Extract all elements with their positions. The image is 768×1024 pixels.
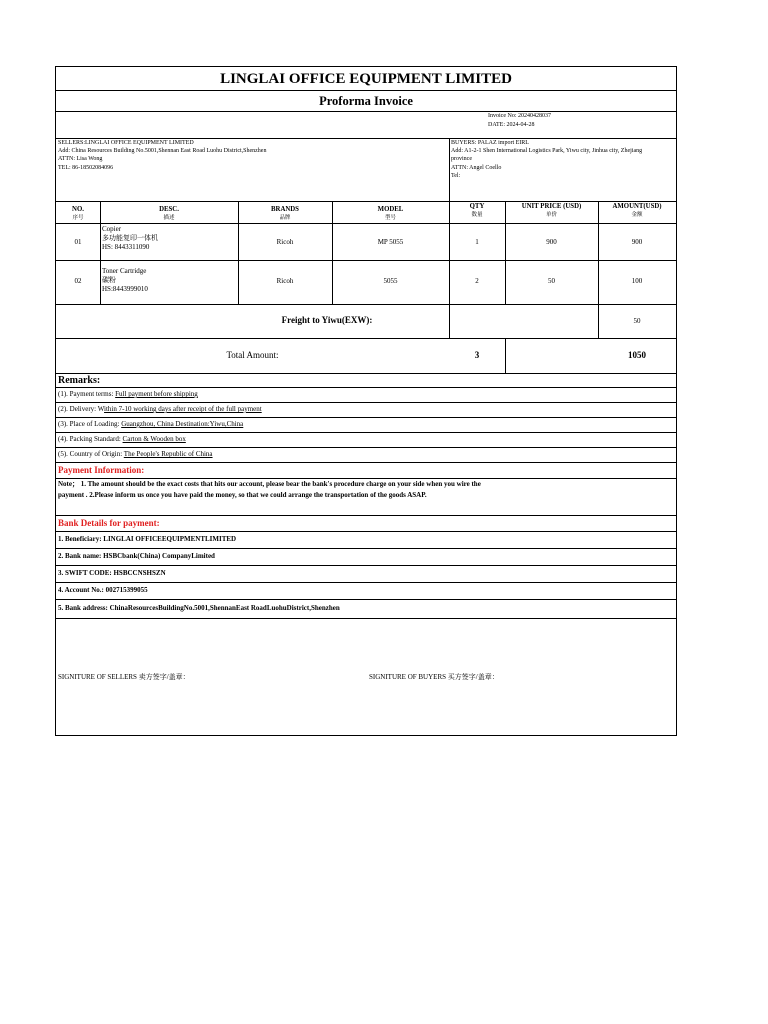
col-header-qty: QTY 数量 xyxy=(469,203,485,218)
col-header-unit-price: UNIT PRICE (USD) 单价 xyxy=(521,203,582,218)
remark-delivery: (2). Delivery: Within 7-10 working days after receipt of the full payment xyxy=(58,405,262,413)
item-1-brand: Ricoh xyxy=(276,238,294,246)
bank-swift-code: 3. SWIFT CODE: HSBCCNSHSZN xyxy=(58,569,166,577)
buyer-tel: Tel: xyxy=(451,172,461,179)
item-2-qty: 2 xyxy=(475,277,479,285)
seller-name: SELLERS:LINGLAI OFFICE EQUIPMENT LIMITED xyxy=(58,140,194,146)
col-header-model: MODEL 型号 xyxy=(377,206,404,221)
col-header-brands: BRANDS 品牌 xyxy=(271,206,299,221)
item-1-desc: Copier 多功能复印一体机 HS: 8443311090 xyxy=(102,225,158,251)
buyer-attn: ATTN: Angel Coello xyxy=(451,164,502,171)
freight-label: Freight to Yiwu(EXW): xyxy=(281,315,373,325)
seller-attn: ATTN: Lisa Wong xyxy=(58,156,103,163)
item-2-no: 02 xyxy=(74,277,82,285)
item-1-unit-price: 900 xyxy=(546,238,557,246)
col-header-desc: DESC. 描述 xyxy=(159,206,179,221)
item-1-amount: 900 xyxy=(631,238,643,246)
remark-place-of-loading: (3). Place of Loading: Guangzhou, China Destination:Yiwu,China xyxy=(58,420,244,428)
payment-info-title: Payment Information: xyxy=(58,465,145,475)
remarks-title: Remarks: xyxy=(58,375,101,386)
payment-note-1: Note； 1. The amount should be the exact costs that hits our account, please bear the bank's procedure charge on your side when you wire the xyxy=(58,480,481,488)
buyer-address-2: province xyxy=(451,156,472,163)
col-header-no: NO. 序号 xyxy=(72,206,84,221)
invoice-number: Invoice No: 20240428037 xyxy=(488,113,551,119)
item-2-amount: 100 xyxy=(631,277,643,285)
item-2-model: 5055 xyxy=(383,277,398,285)
seller-info xyxy=(58,139,266,172)
invoice-date: DATE: 2024-04-28 xyxy=(488,122,535,128)
total-label: Total Amount: xyxy=(226,350,279,360)
buyer-address: Add: A1-2-1 Shen International Logistics Park, Yiwu city, Jinhua city, Zhejiang xyxy=(451,148,643,155)
item-2-brand: Ricoh xyxy=(276,277,294,285)
remark-payment-terms: (1). Payment terms: Full payment before shipping xyxy=(58,390,198,398)
buyer-signature-label: SIGNITURE OF BUYERS 买方签字/盖章： xyxy=(369,673,499,681)
seller-address: Add: China Resources Building No.5001,Shennan East Road Luohu District,Shenzhen xyxy=(58,148,267,155)
payment-note-2: payment . 2.Please inform us once you have paid the money, so that we could arrange the transportation of the goods ASAP. xyxy=(58,491,427,499)
proforma-invoice-sheet xyxy=(55,66,677,736)
bank-beneficiary: 1. Beneficiary: LINGLAI OFFICEEQUIPMENTLIMITED xyxy=(58,535,237,543)
item-1-qty: 1 xyxy=(475,238,479,246)
seller-signature-label: SIGNITURE OF SELLERS 卖方签字/盖章： xyxy=(58,673,190,681)
document-title: Proforma Invoice xyxy=(319,94,413,108)
item-2-unit-price: 50 xyxy=(548,277,555,285)
company-name: LINGLAI OFFICE EQUIPMENT LIMITED xyxy=(220,71,512,87)
bank-address: 5. Bank address: ChinaResourcesBuildingNo.5001,ShennanEast RoadLuohuDistrict,Shenzhen xyxy=(58,604,340,612)
remark-packing: (4). Packing Standard: Carton & Wooden box xyxy=(58,435,186,443)
remark-origin: (5). Country of Origin: The People's Republic of China xyxy=(58,450,213,458)
item-1-model: MP 5055 xyxy=(377,238,404,246)
buyer-name: BUYERS: PALAZ import EIRL xyxy=(451,140,529,146)
bank-name: 2. Bank name: HSBCbank(China) CompanyLimited xyxy=(58,552,215,560)
bank-details-title: Bank Details for payment: xyxy=(58,518,160,528)
freight-amount: 50 xyxy=(633,317,641,325)
buyer-info xyxy=(451,139,642,180)
item-2-desc: Toner Cartridge 碳粉 HS:8443999010 xyxy=(102,267,148,293)
item-1-no: 01 xyxy=(74,238,82,246)
total-amount: 1050 xyxy=(628,350,646,360)
col-header-amount: AMOUNT(USD) 金额 xyxy=(612,203,662,218)
bank-account-number: 4. Account No.: 002715399055 xyxy=(58,586,148,594)
total-qty: 3 xyxy=(474,350,480,360)
seller-tel: TEL: 86-18502084096 xyxy=(58,164,114,171)
